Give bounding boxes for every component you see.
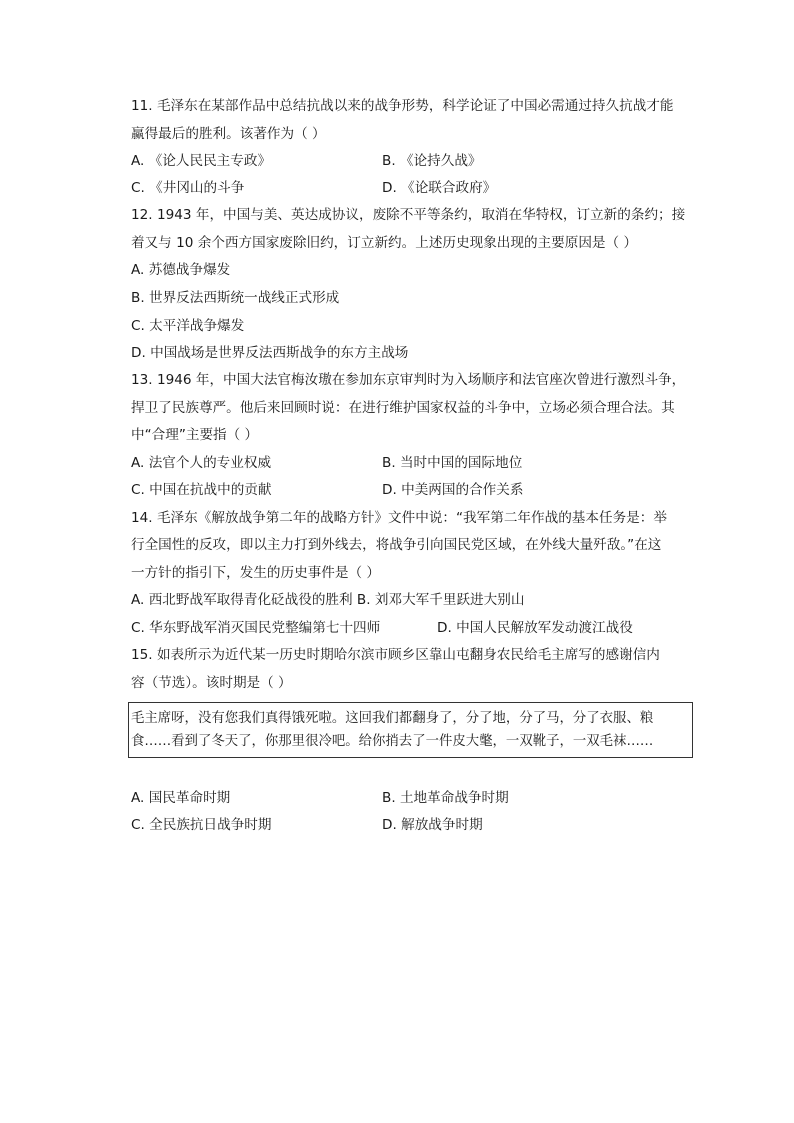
q11-option-b: B. 《论持久战》 (382, 153, 482, 169)
q14-option-d: D. 中国人民解放军发动渡江战役 (437, 620, 633, 636)
q14-options-ab: A. 西北野战军取得青化砭战役的胜利 B. 刘邓大军千里跃进大别山 (131, 592, 525, 608)
q12-option-c: C. 太平洋战争爆发 (131, 318, 245, 334)
q13-option-c: C. 中国在抗战中的贡献 (131, 482, 272, 498)
q15-option-b: B. 土地革命战争时期 (382, 790, 509, 806)
q11-option-c: C. 《井冈山的斗争 (131, 180, 245, 196)
q14-options-row2 (131, 618, 701, 638)
q13-option-a: A. 法官个人的专业权威 (131, 455, 272, 471)
q12-option-b: B. 世界反法西斯统一战线正式形成 (131, 290, 340, 306)
q15-stem-line1: 15. 如表所示为近代某一历史时期哈尔滨市顾乡区靠山屯翻身农民给毛主席写的感谢信内 (131, 647, 660, 663)
q12-stem-line1: 12. 1943 年，中国与美、英达成协议，废除不平等条约，取消在华特权，订立新的条约；接 (131, 207, 686, 223)
q15-option-a: A. 国民革命时期 (131, 790, 231, 806)
q15-options-row1 (131, 788, 701, 808)
q15-option-d: D. 解放战争时期 (382, 817, 483, 833)
q13-option-d: D. 中美两国的合作关系 (382, 482, 524, 498)
q15-options-row2 (131, 815, 701, 835)
q14-option-c: C. 华东野战军消灭国民党整编第七十四师 (131, 620, 381, 636)
q13-stem-line1: 13. 1946 年，中国大法官梅汝璈在参加东京审判时为入场顺序和法官座次曾进行激烈斗争， (131, 372, 686, 388)
q11-stem-line2: 赢得最后的胜利。该著作为（ ） (131, 126, 326, 142)
q11-options-row1 (131, 151, 701, 171)
q11-option-a: A. 《论人民民主专政》 (131, 153, 272, 169)
q15-stem-line2: 容（节选）。该时期是（ ） (131, 675, 292, 691)
q14-stem-line3: 一方针的指引下，发生的历史事件是（ ） (131, 565, 381, 581)
q13-stem-line3: 中“合理”主要指（ ） (131, 427, 259, 443)
q15-quote-table (128, 702, 693, 758)
q11-options-row2 (131, 178, 701, 198)
q12-option-d: D. 中国战场是世界反法西斯战争的东方主战场 (131, 345, 409, 361)
q13-options-row2 (131, 480, 701, 500)
q14-stem-line1: 14. 毛泽东《解放战争第二年的战略方针》文件中说：“我军第二年作战的基本任务是：举 (131, 510, 667, 526)
q13-option-b: B. 当时中国的国际地位 (382, 455, 523, 471)
q12-option-a: A. 苏德战争爆发 (131, 262, 231, 278)
q11-option-d: D. 《论联合政府》 (382, 180, 497, 196)
q13-options-row1 (131, 453, 701, 473)
q15-quote-line2: 食……看到了冬天了，你那里很冷吧。给你捎去了一件皮大氅，一双靴子，一双毛袜…… (131, 734, 654, 749)
q14-stem-line2: 行全国性的反攻，即以主力打到外线去，将战争引向国民党区域，在外线大量歼敌。”在这 (131, 537, 662, 553)
q12-stem-line2: 着又与 10 余个西方国家废除旧约，订立新约。上述历史现象出现的主要原因是（ ） (131, 235, 638, 251)
q15-quote-line1: 毛主席呀，没有您我们真得饿死啦。这回我们都翻身了，分了地，分了马，分了衣服、粮 (131, 711, 654, 726)
q15-option-c: C. 全民族抗日战争时期 (131, 817, 272, 833)
q13-stem-line2: 捍卫了民族尊严。他后来回顾时说：在进行维护国家权益的斗争中，立场必须合理合法。其 (131, 400, 675, 416)
q11-stem-line1: 11. 毛泽东在某部作品中总结抗战以来的战争形势，科学论证了中国必需通过持久抗战才能 (131, 98, 674, 114)
